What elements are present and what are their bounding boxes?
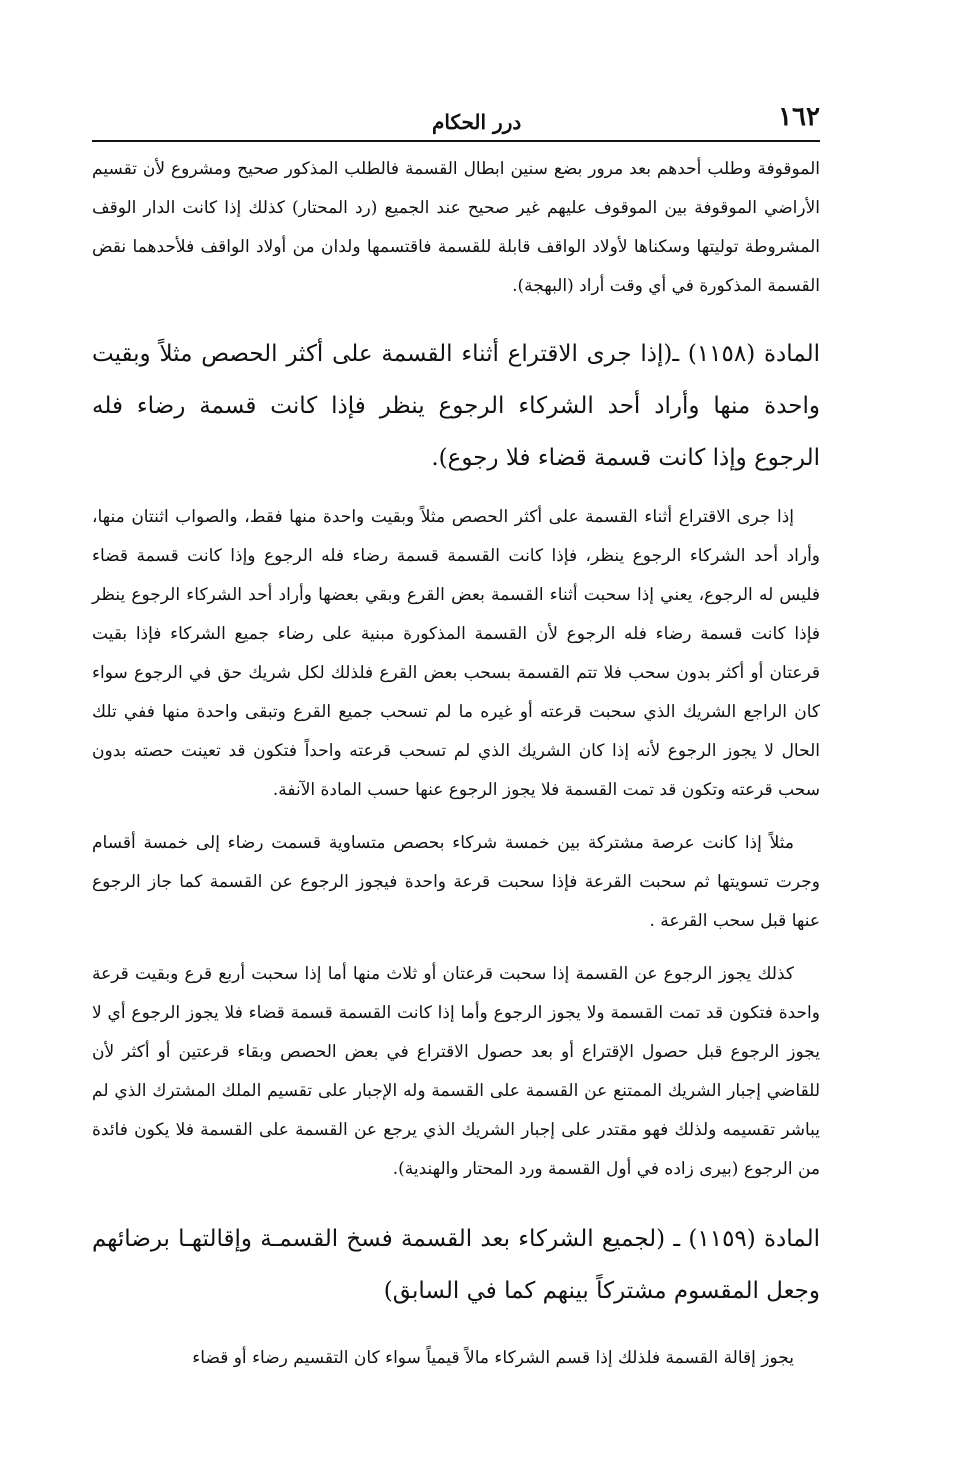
- header-rule: [92, 140, 820, 142]
- paragraph-explanation-1159: يجوز إقالة القسمة فلذلك إذا قسم الشركاء مالاً قيمياً سواء كان التقسيم رضاء أو قضاء: [192, 1348, 794, 1368]
- page-body: [92, 150, 820, 1378]
- paragraph-further-explanation: كذلك يجوز الرجوع عن القسمة إذا سحبت قرعتان أو ثلاث منها أما إذا سحبت أربع قرع وبقيت قرعة واحدة فتكون قد تمت القسمة ولا يجوز الرجوع وأما إذا كانت القسمة قسمة قضاء فلا يجوز الرجوع أي لا يجوز الرجوع قبل حصول الإقتراع أو بعد حصول الاقتراع في بعض الحصص وبقاء قرعتين أو أكثر لأن للقاضي إجبار الشريك الممتنع عن القسمة على القسمة وله الإجبار على تقسيم الملك المشترك الذي لم يباشر تقسيمه ولذلك فهو مقتدر على إجبار الشريك الذي يرجع عن القسمة على القسمة فلا يكون فائدة من الرجوع (بيرى زاده في أول القسمة ورد المحتار والهندية).: [92, 964, 820, 1179]
- paragraph-explanation-1158: إذا جرى الاقتراع أثناء القسمة على أكثر الحصص مثلاً وبقيت واحدة منها فقط، والصواب اثنتان منها، وأراد أحد الشركاء الرجوع ينظر، فإذا كانت القسمة قسمة رضاء فله الرجوع وإذا كانت قسمة قضاء فليس له الرجوع، يعني إذا سحبت أثناء القسمة بعض القرع وبقي بعضها وأراد أحد الشركاء الرجوع ينظر فإذا كانت قسمة رضاء فله الرجوع لأن القسمة المذكورة مبنية على رضاء جميع الشركاء فإذا بقيت قرعتان أو أكثر بدون سحب فلا تتم القسمة بسحب بعض القرع فلذلك لكل شريك حق في الرجوع سواء كان الراجع الشريك الذي سحبت قرعته أو غيره ما لم تسحب جميع القرع وتبقى واحدة منها ففي تلك الحال لا يجوز الرجوع لأنه إذا كان الشريك الذي لم تسحب قرعته واحداً فتكون قد تعينت حصته بدون سحب قرعته وتكون قد تمت القسمة فلا يجوز الرجوع عنها حسب المادة الآنفة.: [92, 507, 820, 800]
- page-header: [92, 102, 820, 138]
- paragraph-continuation: الموقوفة وطلب أحدهم بعد مرور بضع سنين ابطال القسمة فالطلب المذكور صحيح ومشروع لأن تقسيم الأراضي الموقوفة بين الموقوف عليهم غير صحيح عند الجميع (رد المحتار) كذلك إذا كانت الدار الوقف المشروطة توليتها وسكناها لأولاد الواقف قابلة للقسمة فاقتسمها ولدان من أولاد الواقف فلأحدهما نقض القسمة المذكورة في أي وقت أراد (البهجة).: [92, 159, 820, 296]
- article-1159-heading: المادة (١١٥٩) ـ (لجميع الشركاء بعد القسمة فسخ القسمـة وإقالتهـا برضائهم وجعل المقسوم مشتركاً بينهم كما في السابق): [92, 1226, 820, 1304]
- running-title: درر الحكام: [432, 110, 522, 134]
- paragraph-example: مثلاً إذا كانت عرصة مشتركة بين خمسة شركاء بحصص متساوية قسمت رضاء إلى خمسة أقسام وجرت تسويتها ثم سحبت القرعة فإذا سحبت قرعة واحدة فيجوز الرجوع عن القسمة كما جاز الرجوع عنها قبل سحب القرعة .: [92, 833, 820, 931]
- page-number: ١٦٢: [778, 102, 820, 132]
- article-1158-heading: المادة (١١٥٨) ـ(إذا جرى الاقتراع أثناء القسمة على أكثر الحصص مثلاً وبقيت واحدة منها وأراد أحد الشركاء الرجوع ينظر فإذا كانت قسمة رضاء فله الرجوع وإذا كانت قسمة قضاء فلا رجوع).: [92, 341, 820, 471]
